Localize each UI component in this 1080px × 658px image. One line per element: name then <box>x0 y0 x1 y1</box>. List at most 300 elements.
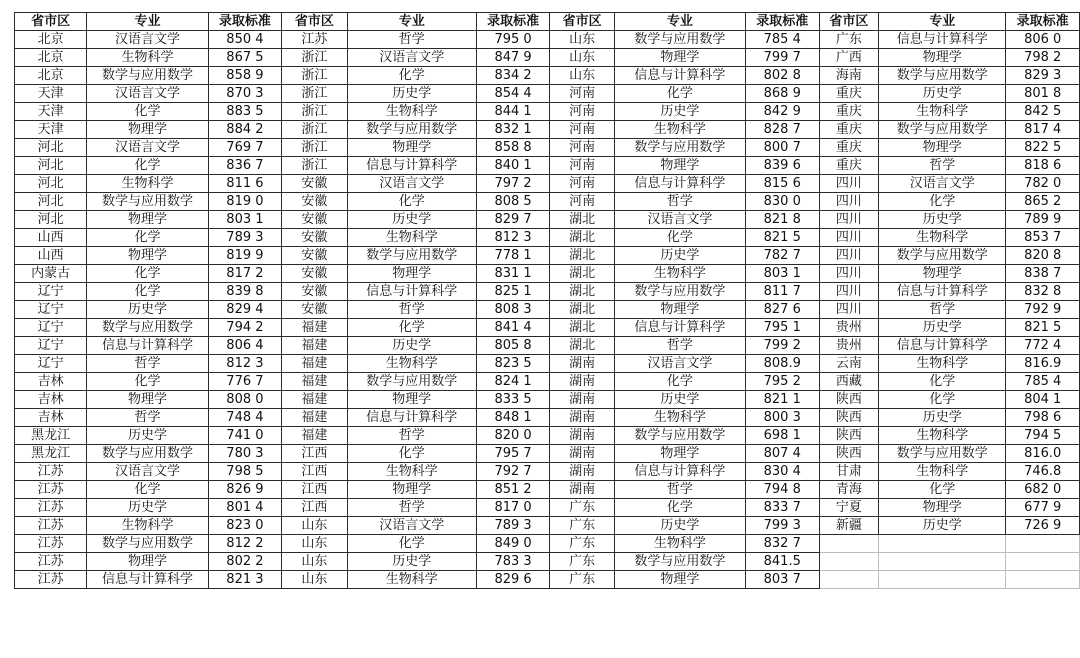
standard-cell: 819 0 <box>208 193 282 211</box>
table-row <box>15 211 1080 229</box>
standard-cell: 806 0 <box>1006 31 1080 49</box>
standard-cell: 829 7 <box>476 211 550 229</box>
province-cell: 贵州 <box>819 337 879 355</box>
standard-cell: 883 5 <box>208 103 282 121</box>
standard-cell: 798 5 <box>208 463 282 481</box>
province-cell: 山西 <box>15 229 87 247</box>
province-cell: 广东 <box>550 553 614 571</box>
standard-cell: 830 0 <box>745 193 819 211</box>
standard-cell: 829 4 <box>208 301 282 319</box>
major-cell: 信息与计算科学 <box>614 463 745 481</box>
standard-cell: 772 4 <box>1006 337 1080 355</box>
table-row <box>15 445 1080 463</box>
province-cell: 重庆 <box>819 103 879 121</box>
standard-cell: 794 2 <box>208 319 282 337</box>
province-cell: 浙江 <box>282 85 347 103</box>
major-cell: 数学与应用数学 <box>347 247 476 265</box>
major-cell: 数学与应用数学 <box>879 67 1006 85</box>
province-cell: 四川 <box>819 301 879 319</box>
standard-cell: 836 7 <box>208 157 282 175</box>
table-row <box>15 175 1080 193</box>
major-cell: 化学 <box>614 229 745 247</box>
major-cell: 化学 <box>87 157 208 175</box>
province-cell: 安徽 <box>282 211 347 229</box>
province-cell: 四川 <box>819 175 879 193</box>
standard-cell: 812 2 <box>208 535 282 553</box>
province-cell: 宁夏 <box>819 499 879 517</box>
standard-cell: 782 0 <box>1006 175 1080 193</box>
major-cell: 数学与应用数学 <box>87 445 208 463</box>
standard-cell: 817 0 <box>476 499 550 517</box>
province-cell: 天津 <box>15 121 87 139</box>
major-cell: 物理学 <box>87 211 208 229</box>
province-cell: 湖南 <box>550 445 614 463</box>
major-cell: 物理学 <box>87 553 208 571</box>
major-cell: 物理学 <box>614 571 745 589</box>
standard-cell: 802 8 <box>745 67 819 85</box>
province-cell: 河北 <box>15 139 87 157</box>
major-cell: 哲学 <box>347 301 476 319</box>
standard-cell: 748 4 <box>208 409 282 427</box>
province-cell: 广东 <box>550 571 614 589</box>
major-cell: 历史学 <box>614 517 745 535</box>
standard-cell: 799 3 <box>745 517 819 535</box>
standard-cell: 794 8 <box>745 481 819 499</box>
standard-cell: 769 7 <box>208 139 282 157</box>
major-cell: 哲学 <box>879 301 1006 319</box>
province-cell: 江苏 <box>15 499 87 517</box>
standard-cell: 804 1 <box>1006 391 1080 409</box>
standard-cell: 816.0 <box>1006 445 1080 463</box>
header-major-1: 专业 <box>87 13 208 31</box>
table-row <box>15 499 1080 517</box>
province-cell: 四川 <box>819 283 879 301</box>
major-cell: 化学 <box>879 373 1006 391</box>
standard-cell: 829 3 <box>1006 67 1080 85</box>
standard-cell: 842 5 <box>1006 103 1080 121</box>
major-cell: 生物科学 <box>614 265 745 283</box>
province-cell: 江苏 <box>15 517 87 535</box>
major-cell: 化学 <box>347 67 476 85</box>
major-cell: 汉语言文学 <box>87 463 208 481</box>
standard-cell: 795 0 <box>476 31 550 49</box>
standard-cell: 842 9 <box>745 103 819 121</box>
table-row <box>15 301 1080 319</box>
major-cell: 物理学 <box>879 139 1006 157</box>
standard-cell: 802 2 <box>208 553 282 571</box>
major-cell: 信息与计算科学 <box>347 409 476 427</box>
standard-cell: 792 9 <box>1006 301 1080 319</box>
province-cell: 浙江 <box>282 49 347 67</box>
major-cell: 汉语言文学 <box>87 85 208 103</box>
admission-standards-table <box>14 12 1080 589</box>
province-cell: 四川 <box>819 211 879 229</box>
table-row <box>15 391 1080 409</box>
standard-cell: 853 7 <box>1006 229 1080 247</box>
province-cell <box>819 571 879 589</box>
province-cell: 江苏 <box>15 535 87 553</box>
major-cell: 历史学 <box>879 319 1006 337</box>
major-cell: 化学 <box>879 481 1006 499</box>
table-row <box>15 139 1080 157</box>
table-row <box>15 193 1080 211</box>
province-cell: 河南 <box>550 175 614 193</box>
province-cell: 江西 <box>282 463 347 481</box>
province-cell: 湖南 <box>550 355 614 373</box>
province-cell: 湖南 <box>550 481 614 499</box>
standard-cell: 858 8 <box>476 139 550 157</box>
major-cell: 哲学 <box>614 193 745 211</box>
standard-cell: 834 2 <box>476 67 550 85</box>
major-cell: 化学 <box>347 535 476 553</box>
province-cell: 江苏 <box>15 553 87 571</box>
major-cell: 哲学 <box>347 499 476 517</box>
province-cell: 贵州 <box>819 319 879 337</box>
table-row <box>15 463 1080 481</box>
major-cell: 哲学 <box>347 427 476 445</box>
table-row <box>15 85 1080 103</box>
standard-cell: 801 4 <box>208 499 282 517</box>
province-cell: 辽宁 <box>15 337 87 355</box>
major-cell: 物理学 <box>347 481 476 499</box>
province-cell: 河南 <box>550 121 614 139</box>
standard-cell: 858 9 <box>208 67 282 85</box>
standard-cell: 868 9 <box>745 85 819 103</box>
province-cell: 湖北 <box>550 229 614 247</box>
province-cell: 北京 <box>15 67 87 85</box>
major-cell: 物理学 <box>347 391 476 409</box>
province-cell: 安徽 <box>282 247 347 265</box>
major-cell: 生物科学 <box>87 175 208 193</box>
major-cell: 哲学 <box>614 481 745 499</box>
province-cell: 内蒙古 <box>15 265 87 283</box>
province-cell: 重庆 <box>819 157 879 175</box>
standard-cell: 798 2 <box>1006 49 1080 67</box>
major-cell: 信息与计算科学 <box>347 157 476 175</box>
table-body <box>15 31 1080 589</box>
province-cell: 江苏 <box>15 571 87 589</box>
major-cell: 数学与应用数学 <box>614 427 745 445</box>
major-cell: 生物科学 <box>614 121 745 139</box>
standard-cell: 824 1 <box>476 373 550 391</box>
major-cell: 信息与计算科学 <box>614 175 745 193</box>
standard-cell: 795 7 <box>476 445 550 463</box>
standard-cell: 682 0 <box>1006 481 1080 499</box>
standard-cell: 811 7 <box>745 283 819 301</box>
standard-cell: 803 1 <box>745 265 819 283</box>
major-cell: 汉语言文学 <box>87 139 208 157</box>
standard-cell: 823 5 <box>476 355 550 373</box>
standard-cell: 833 5 <box>476 391 550 409</box>
major-cell: 数学与应用数学 <box>87 319 208 337</box>
table-row <box>15 229 1080 247</box>
major-cell: 化学 <box>87 265 208 283</box>
standard-cell: 844 1 <box>476 103 550 121</box>
standard-cell: 833 7 <box>745 499 819 517</box>
province-cell: 北京 <box>15 31 87 49</box>
province-cell: 山东 <box>550 67 614 85</box>
standard-cell: 821 5 <box>745 229 819 247</box>
province-cell: 安徽 <box>282 193 347 211</box>
standard-cell: 821 8 <box>745 211 819 229</box>
major-cell: 化学 <box>614 85 745 103</box>
province-cell: 天津 <box>15 103 87 121</box>
province-cell: 河北 <box>15 175 87 193</box>
province-cell: 湖北 <box>550 265 614 283</box>
province-cell <box>819 553 879 571</box>
major-cell: 化学 <box>879 391 1006 409</box>
province-cell: 吉林 <box>15 409 87 427</box>
table-row <box>15 373 1080 391</box>
header-province-2: 省市区 <box>282 13 347 31</box>
province-cell: 福建 <box>282 391 347 409</box>
province-cell: 湖南 <box>550 373 614 391</box>
standard-cell: 867 5 <box>208 49 282 67</box>
standard-cell: 820 8 <box>1006 247 1080 265</box>
table-row <box>15 283 1080 301</box>
province-cell: 广西 <box>819 49 879 67</box>
major-cell: 数学与应用数学 <box>347 373 476 391</box>
major-cell <box>879 553 1006 571</box>
standard-cell: 812 3 <box>476 229 550 247</box>
standard-cell: 800 3 <box>745 409 819 427</box>
major-cell: 生物科学 <box>614 409 745 427</box>
province-cell: 陕西 <box>819 445 879 463</box>
standard-cell: 832 1 <box>476 121 550 139</box>
major-cell: 物理学 <box>879 499 1006 517</box>
province-cell: 浙江 <box>282 157 347 175</box>
standard-cell: 803 7 <box>745 571 819 589</box>
province-cell: 四川 <box>819 265 879 283</box>
major-cell: 历史学 <box>614 103 745 121</box>
standard-cell: 677 9 <box>1006 499 1080 517</box>
major-cell: 生物科学 <box>879 103 1006 121</box>
standard-cell: 831 1 <box>476 265 550 283</box>
major-cell: 物理学 <box>347 265 476 283</box>
header-province-1: 省市区 <box>15 13 87 31</box>
major-cell <box>879 535 1006 553</box>
major-cell: 数学与应用数学 <box>347 121 476 139</box>
major-cell: 历史学 <box>347 337 476 355</box>
table-row <box>15 157 1080 175</box>
province-cell: 天津 <box>15 85 87 103</box>
standard-cell: 806 4 <box>208 337 282 355</box>
province-cell: 湖南 <box>550 409 614 427</box>
province-cell: 陕西 <box>819 391 879 409</box>
header-province-4: 省市区 <box>819 13 879 31</box>
province-cell: 广东 <box>550 499 614 517</box>
table-row <box>15 553 1080 571</box>
province-cell: 北京 <box>15 49 87 67</box>
table-row <box>15 121 1080 139</box>
major-cell: 历史学 <box>347 211 476 229</box>
standard-cell: 821 1 <box>745 391 819 409</box>
standard-cell: 801 8 <box>1006 85 1080 103</box>
standard-cell: 778 1 <box>476 247 550 265</box>
major-cell: 历史学 <box>614 247 745 265</box>
province-cell: 四川 <box>819 247 879 265</box>
province-cell: 安徽 <box>282 301 347 319</box>
major-cell: 汉语言文学 <box>614 355 745 373</box>
standard-cell: 782 7 <box>745 247 819 265</box>
major-cell: 数学与应用数学 <box>614 283 745 301</box>
table-row <box>15 427 1080 445</box>
standard-cell: 850 4 <box>208 31 282 49</box>
standard-cell: 776 7 <box>208 373 282 391</box>
major-cell: 数学与应用数学 <box>879 247 1006 265</box>
major-cell: 数学与应用数学 <box>87 193 208 211</box>
province-cell: 江苏 <box>15 463 87 481</box>
province-cell: 湖南 <box>550 427 614 445</box>
standard-cell: 827 6 <box>745 301 819 319</box>
standard-cell: 840 1 <box>476 157 550 175</box>
standard-cell <box>1006 535 1080 553</box>
province-cell: 陕西 <box>819 427 879 445</box>
province-cell: 安徽 <box>282 229 347 247</box>
major-cell: 数学与应用数学 <box>614 31 745 49</box>
table-row <box>15 409 1080 427</box>
major-cell: 汉语言文学 <box>347 175 476 193</box>
province-cell: 福建 <box>282 373 347 391</box>
major-cell: 物理学 <box>87 247 208 265</box>
province-cell: 山东 <box>550 49 614 67</box>
standard-cell: 794 5 <box>1006 427 1080 445</box>
major-cell: 物理学 <box>614 49 745 67</box>
standard-cell: 799 2 <box>745 337 819 355</box>
standard-cell: 780 3 <box>208 445 282 463</box>
standard-cell: 839 8 <box>208 283 282 301</box>
province-cell <box>819 535 879 553</box>
major-cell: 物理学 <box>614 301 745 319</box>
province-cell: 山东 <box>282 571 347 589</box>
standard-cell: 792 7 <box>476 463 550 481</box>
standard-cell: 808 5 <box>476 193 550 211</box>
province-cell: 湖北 <box>550 211 614 229</box>
table-row <box>15 481 1080 499</box>
major-cell: 汉语言文学 <box>347 49 476 67</box>
major-cell: 信息与计算科学 <box>879 283 1006 301</box>
province-cell: 湖北 <box>550 319 614 337</box>
province-cell: 辽宁 <box>15 283 87 301</box>
major-cell: 生物科学 <box>347 463 476 481</box>
major-cell: 化学 <box>879 193 1006 211</box>
province-cell: 吉林 <box>15 373 87 391</box>
standard-cell: 795 2 <box>745 373 819 391</box>
table-row <box>15 103 1080 121</box>
standard-cell: 818 6 <box>1006 157 1080 175</box>
province-cell: 重庆 <box>819 85 879 103</box>
province-cell: 河南 <box>550 193 614 211</box>
table-row <box>15 49 1080 67</box>
major-cell: 化学 <box>87 481 208 499</box>
major-cell: 汉语言文学 <box>87 31 208 49</box>
table-row <box>15 247 1080 265</box>
province-cell: 吉林 <box>15 391 87 409</box>
table-row <box>15 535 1080 553</box>
major-cell: 历史学 <box>879 85 1006 103</box>
standard-cell: 785 4 <box>1006 373 1080 391</box>
major-cell: 数学与应用数学 <box>879 445 1006 463</box>
header-major-3: 专业 <box>614 13 745 31</box>
province-cell: 黑龙江 <box>15 445 87 463</box>
standard-cell: 825 1 <box>476 283 550 301</box>
standard-cell: 726 9 <box>1006 517 1080 535</box>
major-cell: 历史学 <box>614 391 745 409</box>
province-cell: 四川 <box>819 229 879 247</box>
standard-cell: 816.9 <box>1006 355 1080 373</box>
standard-cell: 817 4 <box>1006 121 1080 139</box>
major-cell: 化学 <box>87 283 208 301</box>
standard-cell: 805 8 <box>476 337 550 355</box>
province-cell: 辽宁 <box>15 355 87 373</box>
major-cell: 生物科学 <box>87 517 208 535</box>
major-cell: 信息与计算科学 <box>87 571 208 589</box>
major-cell: 信息与计算科学 <box>347 283 476 301</box>
major-cell: 化学 <box>87 103 208 121</box>
province-cell: 安徽 <box>282 283 347 301</box>
province-cell: 江西 <box>282 499 347 517</box>
major-cell: 化学 <box>614 499 745 517</box>
major-cell: 生物科学 <box>879 229 1006 247</box>
standard-cell: 815 6 <box>745 175 819 193</box>
major-cell: 历史学 <box>87 301 208 319</box>
major-cell: 历史学 <box>87 427 208 445</box>
major-cell: 化学 <box>347 193 476 211</box>
standard-cell: 838 7 <box>1006 265 1080 283</box>
major-cell: 物理学 <box>87 391 208 409</box>
province-cell: 河南 <box>550 103 614 121</box>
province-cell: 福建 <box>282 319 347 337</box>
standard-cell: 808 3 <box>476 301 550 319</box>
table-row <box>15 67 1080 85</box>
province-cell: 新疆 <box>819 517 879 535</box>
major-cell: 哲学 <box>347 31 476 49</box>
province-cell: 福建 <box>282 355 347 373</box>
major-cell: 历史学 <box>87 499 208 517</box>
province-cell: 陕西 <box>819 409 879 427</box>
province-cell: 重庆 <box>819 139 879 157</box>
province-cell: 辽宁 <box>15 319 87 337</box>
standard-cell: 803 1 <box>208 211 282 229</box>
standard-cell: 847 9 <box>476 49 550 67</box>
major-cell: 数学与应用数学 <box>614 553 745 571</box>
major-cell: 生物科学 <box>879 427 1006 445</box>
province-cell: 重庆 <box>819 121 879 139</box>
province-cell: 福建 <box>282 409 347 427</box>
major-cell: 信息与计算科学 <box>879 31 1006 49</box>
province-cell: 江西 <box>282 481 347 499</box>
standard-cell: 822 5 <box>1006 139 1080 157</box>
province-cell: 云南 <box>819 355 879 373</box>
province-cell: 浙江 <box>282 103 347 121</box>
major-cell: 生物科学 <box>347 229 476 247</box>
standard-cell: 698 1 <box>745 427 819 445</box>
major-cell: 信息与计算科学 <box>614 67 745 85</box>
province-cell: 湖北 <box>550 247 614 265</box>
province-cell: 湖北 <box>550 283 614 301</box>
major-cell: 生物科学 <box>87 49 208 67</box>
province-cell: 安徽 <box>282 175 347 193</box>
province-cell: 山东 <box>282 517 347 535</box>
standard-cell: 746.8 <box>1006 463 1080 481</box>
province-cell: 福建 <box>282 427 347 445</box>
standard-cell: 865 2 <box>1006 193 1080 211</box>
header-standard-3: 录取标准 <box>745 13 819 31</box>
province-cell: 辽宁 <box>15 301 87 319</box>
header-row <box>15 13 1080 31</box>
table-row <box>15 571 1080 589</box>
major-cell: 数学与应用数学 <box>87 535 208 553</box>
